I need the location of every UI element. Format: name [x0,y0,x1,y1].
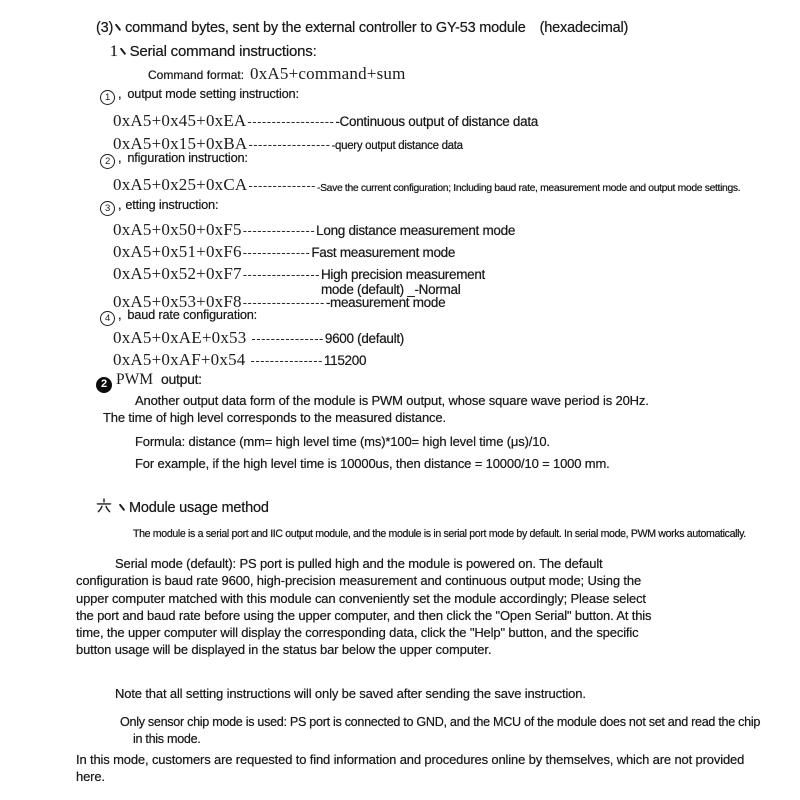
hex-code: 0xA5+0x45+0xEA [113,111,247,130]
dash-leader: --------------- [250,353,323,368]
fullwidth-comma: , [118,150,122,165]
hex-code: 0xA5+0x25+0xCA [113,175,248,194]
filled-circle-2-icon: 2 [96,377,112,393]
dash-leader: ----------------- [242,295,325,310]
section-configuration [100,150,248,167]
command-format-value: 0xA5+command+sum [250,64,406,83]
command-row-fast [113,242,455,262]
command-row-continuous [113,111,538,131]
section-title: nfiguration instruction: [127,150,248,165]
command-format-label: Command format: [148,68,245,82]
command-label: Long distance measurement mode [316,223,516,238]
section-title: baud rate configuration: [127,307,258,322]
hex-code: 0xA5+0x53+0xF8 [113,292,242,311]
formula-line: Formula: distance (mm= high level time (ms)*100= high level time (μs)/10. [135,434,550,449]
hex-code: 0xA5+0x15+0xBA [113,134,248,153]
example-line: For example, if the high level time is 10000us, then distance = 10000/10 = 1000 mm. [135,456,610,471]
liu-six-glyph-icon [96,498,112,518]
circled-4-icon: 4 [100,311,115,326]
hex-code: 0xA5+0xAF+0x54 [113,350,246,369]
command-label: -Save the current configuration; Including baud rate, measurement mode and output mode settings. [316,183,741,194]
section-output-mode [100,86,299,103]
command-row-9600 [113,328,404,348]
pwm-paragraph-line2: The time of high level corresponds to the measured distance. [103,410,446,425]
section-title: etting instruction: [125,197,219,212]
command-format-line [148,64,406,84]
closing-paragraph: In this mode, customers are requested to find information and procedures online by themselves, which are not provided here. [76,752,745,785]
module-usage-title: Module usage method [129,500,269,516]
command-row-save [113,175,749,195]
list-number: 1 [110,43,118,60]
heading-line [96,20,628,36]
module-intro: The module is a serial port and IIC output module, and the module is in serial port mode by default. In serial mode, PWM works automatically. [133,528,746,540]
command-label-line2: mode (default) _-Normal [320,282,461,297]
section-setting [100,197,218,214]
dunhao-icon [119,43,127,60]
dash-leader: ------------------ [247,114,335,129]
dunhao-icon [114,20,122,36]
hex-code: 0xA5+0xAE+0x53 [113,328,247,347]
command-row-115200 [113,350,366,370]
pwm-paragraph-line1: Another output data form of the module is PWM output, whose square wave period is 20Hz. [135,393,649,408]
paren-number: (3) [96,20,114,36]
fullwidth-comma: , [118,86,122,101]
command-label: -measurement mode [325,295,446,310]
dunhao-icon [118,499,126,516]
command-label: -Continuous output of distance data [335,114,539,129]
hex-code: 0xA5+0x51+0xF6 [113,242,242,261]
dash-leader: ----------------- [248,137,331,152]
serial-mode-paragraph: Serial mode (default): PS port is pulled high and the module is powered on. The default configuration is baud rate 9600, high-precision measurement and continuous output mode; Using the upper computer matched with this module can conveniently set the module accordingly; Please select the port and baud rate before using the upper computer, and then click the "Open Serial" button. At this time, the upper computer will display the corresponding data, click the "Help" button, and the specific button usage will be displayed in the status bar below the upper computer. [76,556,652,658]
dash-leader: --------------- [242,223,316,238]
dash-leader: ---------------- [242,267,320,282]
hexadecimal-note: (hexadecimal) [539,20,629,36]
module-usage-heading [96,496,269,516]
command-label: -query output distance data [331,140,463,152]
section-title: output mode setting instruction: [127,86,299,101]
command-label: 115200 [323,353,367,368]
dash-leader: --------------- [251,331,324,346]
heading-text: command bytes, sent by the external controller to GY-53 module [125,20,526,36]
pwm-word: PWM [116,371,154,388]
circled-2-icon: 2 [100,154,115,169]
note-line: Note that all setting instructions will only be saved after sending the save instruction. [115,686,586,701]
serial-instructions-text: Serial command instructions: [129,43,317,60]
hex-code: 0xA5+0x52+0xF7 [113,264,242,283]
fullwidth-comma: , [118,307,122,322]
command-label: 9600 (default) [324,331,404,346]
fullwidth-comma: , [118,197,122,212]
sensor-mode-paragraph: Only sensor chip mode is used: PS port is connected to GND, and the MCU of the module does not set and read the chip in this mode. [120,715,761,746]
hex-code: 0xA5+0x50+0xF5 [113,220,242,239]
serial-instructions-heading [110,43,317,61]
command-row-long-distance [113,220,515,240]
pwm-heading-rest: output: [161,371,202,387]
command-label: Fast measurement mode [311,245,456,260]
command-label-line1: High precision measurement [320,267,486,282]
section-baud-rate [100,307,257,324]
dash-leader: -------------- [248,178,316,193]
circled-3-icon: 3 [100,201,115,216]
circled-1-icon: 1 [100,90,115,105]
dash-leader: -------------- [242,245,311,260]
pwm-heading [96,371,202,390]
